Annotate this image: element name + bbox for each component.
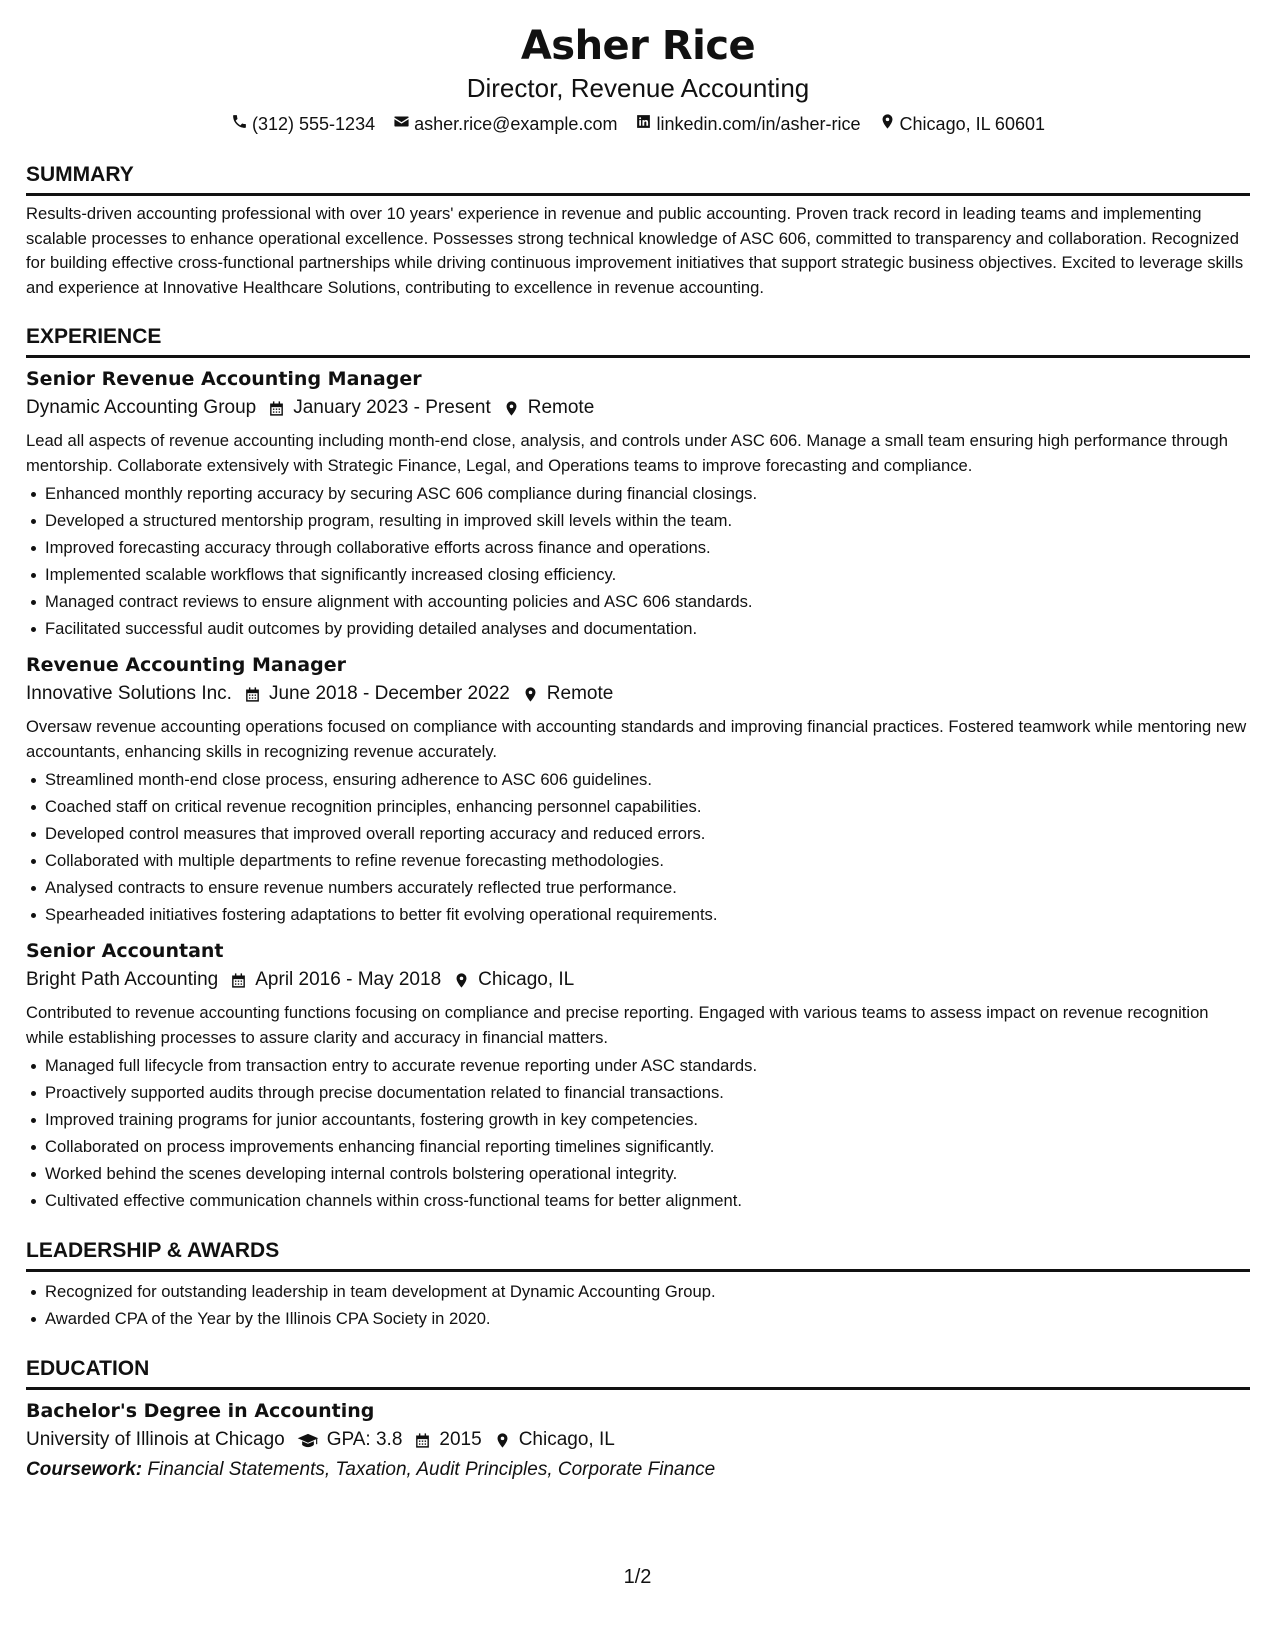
job-title: Senior Revenue Accounting Manager xyxy=(26,368,422,390)
list-item: Coached staff on critical revenue recognition principles, enhancing personnel capabilities. xyxy=(26,793,1250,820)
contact-phone[interactable] xyxy=(231,110,375,138)
map-pin-icon xyxy=(494,1432,511,1449)
calendar-icon xyxy=(244,686,261,703)
coursework-list: Financial Statements, Taxation, Audit Principles, Corporate Finance xyxy=(147,1459,716,1480)
job-description: Lead all aspects of revenue accounting including month-end close, analysis, and controls under ASC 606. Manage a small team ensuring high performance through mentorship. Collaborate extensively with Strategic Finance, Legal, and Operations teams to improve forecasting and compliance. xyxy=(26,431,1228,475)
list-item: Streamlined month-end close process, ensuring adherence to ASC 606 guidelines. xyxy=(26,766,1250,793)
list-item: Improved forecasting accuracy through collaborative efforts across finance and operations. xyxy=(26,534,1250,561)
location-text: Chicago, IL 60601 xyxy=(899,114,1045,134)
list-item: Proactively supported audits through precise documentation related to financial transactions. xyxy=(26,1079,1250,1106)
map-pin-icon xyxy=(879,110,896,138)
awards-list xyxy=(26,1278,1250,1332)
education-section xyxy=(26,1356,1250,1484)
job-bullets xyxy=(26,1052,1250,1214)
resume-page xyxy=(26,20,1250,1484)
job-meta xyxy=(26,679,1250,709)
list-item: Collaborated with multiple departments to refine revenue forecasting methodologies. xyxy=(26,847,1250,874)
job-dates: June 2018 - December 2022 xyxy=(268,683,510,704)
contact-location xyxy=(879,110,1045,138)
map-pin-icon xyxy=(453,972,470,989)
list-item: Managed contract reviews to ensure alignment with accounting policies and ASC 606 standards. xyxy=(26,588,1250,615)
section-heading: EXPERIENCE xyxy=(26,324,1250,358)
company-name: Innovative Solutions Inc. xyxy=(26,683,232,704)
envelope-icon xyxy=(393,110,410,138)
candidate-name: Asher Rice xyxy=(520,23,756,69)
list-item: Improved training programs for junior accountants, fostering growth in key competencies. xyxy=(26,1106,1250,1133)
list-item: Collaborated on process improvements enhancing financial reporting timelines significantly. xyxy=(26,1133,1250,1160)
school-name: University of Illinois at Chicago xyxy=(26,1429,285,1450)
coursework xyxy=(26,1456,1250,1484)
job-bullets xyxy=(26,480,1250,642)
page-number: 1/2 xyxy=(623,1566,652,1588)
job-dates: April 2016 - May 2018 xyxy=(255,969,442,990)
calendar-icon xyxy=(230,972,247,989)
phone-icon xyxy=(231,110,248,138)
list-item: Recognized for outstanding leadership in team development at Dynamic Accounting Group. xyxy=(26,1278,1250,1305)
awards-section xyxy=(26,1238,1250,1332)
graduation-year: 2015 xyxy=(439,1429,482,1450)
education-entry xyxy=(26,1398,1250,1484)
job-entry xyxy=(26,652,1250,928)
job-description: Oversaw revenue accounting operations focused on compliance with accounting standards and improving financial practices. Fostered teamwork while mentoring new accountants, enhancing skills in recognizing revenue accurately. xyxy=(26,717,1247,761)
list-item: Facilitated successful audit outcomes by providing detailed analyses and documentation. xyxy=(26,615,1250,642)
job-bullets xyxy=(26,766,1250,928)
education-location: Chicago, IL xyxy=(518,1429,615,1450)
job-meta xyxy=(26,393,1250,423)
section-heading: SUMMARY xyxy=(26,162,1250,196)
job-meta xyxy=(26,965,1250,995)
resume-header xyxy=(26,20,1250,138)
coursework-label: Coursework: xyxy=(26,1459,143,1480)
list-item: Enhanced monthly reporting accuracy by securing ASC 606 compliance during financial closings. xyxy=(26,480,1250,507)
job-location: Chicago, IL xyxy=(478,969,575,990)
degree-title: Bachelor's Degree in Accounting xyxy=(26,1400,375,1422)
job-title: Senior Accountant xyxy=(26,940,224,962)
experience-section xyxy=(26,324,1250,1214)
linkedin-text: linkedin.com/in/asher-rice xyxy=(656,114,861,134)
contact-linkedin[interactable] xyxy=(635,110,860,138)
list-item: Implemented scalable workflows that significantly increased closing efficiency. xyxy=(26,561,1250,588)
summary-text: Results-driven accounting professional with over 10 years' experience in revenue and public accounting. Proven track record in leading teams and implementing scalable processes to enhance operational excellence. Possesses strong technical knowledge of ASC 606, committed to transparency and collaboration. Recognized for building effective cross-functional partnerships while driving continuous improvement initiatives that support strategic business objectives. Excited to leverage skills and experience at Innovative Healthcare Solutions, contributing to excellence in revenue accounting. xyxy=(26,204,1244,297)
education-meta xyxy=(26,1425,1250,1455)
list-item: Managed full lifecycle from transaction entry to accurate revenue reporting under ASC standards. xyxy=(26,1052,1250,1079)
job-dates: January 2023 - Present xyxy=(293,397,491,418)
candidate-title: Director, Revenue Accounting xyxy=(466,73,810,103)
contact-email[interactable] xyxy=(393,110,617,138)
map-pin-icon xyxy=(503,400,520,417)
map-pin-icon xyxy=(522,686,539,703)
list-item: Awarded CPA of the Year by the Illinois CPA Society in 2020. xyxy=(26,1305,1250,1332)
job-title: Revenue Accounting Manager xyxy=(26,654,346,676)
list-item: Cultivated effective communication channels within cross-functional teams for better alignment. xyxy=(26,1187,1250,1214)
calendar-icon xyxy=(414,1432,431,1449)
list-item: Developed control measures that improved overall reporting accuracy and reduced errors. xyxy=(26,820,1250,847)
section-heading: EDUCATION xyxy=(26,1356,1250,1390)
list-item: Analysed contracts to ensure revenue numbers accurately reflected true performance. xyxy=(26,874,1250,901)
graduation-cap-icon xyxy=(297,1432,319,1449)
list-item: Developed a structured mentorship program, resulting in improved skill levels within the team. xyxy=(26,507,1250,534)
linkedin-icon xyxy=(635,110,652,138)
gpa: GPA: 3.8 xyxy=(326,1429,403,1450)
job-location: Remote xyxy=(546,683,614,704)
job-location: Remote xyxy=(527,397,595,418)
phone-text: (312) 555-1234 xyxy=(252,114,376,134)
job-entry xyxy=(26,938,1250,1214)
contact-row xyxy=(26,110,1250,138)
company-name: Dynamic Accounting Group xyxy=(26,397,257,418)
company-name: Bright Path Accounting xyxy=(26,969,219,990)
email-text: asher.rice@example.com xyxy=(414,114,618,134)
job-entry xyxy=(26,366,1250,642)
section-heading: LEADERSHIP & AWARDS xyxy=(26,1238,1250,1272)
job-description: Contributed to revenue accounting functions focusing on compliance and precise reporting. Engaged with various teams to assess impact on revenue recognition while establishing processes to assure clarity and accuracy in financial matters. xyxy=(26,1003,1209,1047)
summary-section xyxy=(26,162,1250,300)
list-item: Worked behind the scenes developing internal controls bolstering operational integrity. xyxy=(26,1160,1250,1187)
calendar-icon xyxy=(268,400,285,417)
list-item: Spearheaded initiatives fostering adaptations to better fit evolving operational requirements. xyxy=(26,901,1250,928)
